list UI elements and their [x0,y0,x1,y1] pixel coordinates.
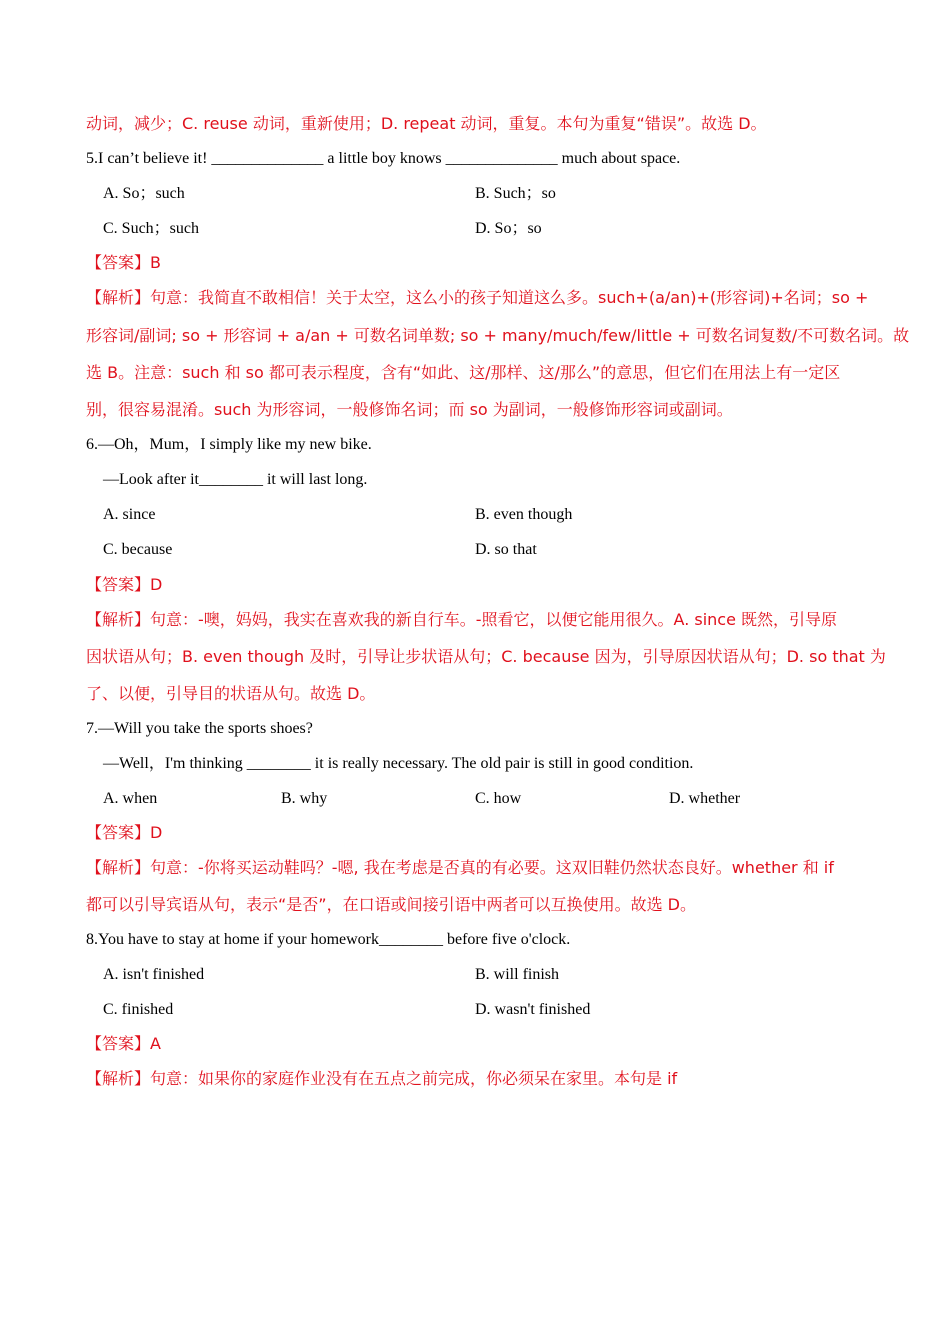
q7-analysis-line: 都可以引导宾语从句，表示“是否”，在口语或间接引语中两者可以互换使用。故选 D。 [86,895,696,914]
q7-analysis-line: 【解析】句意：-你将买运动鞋吗？-嗯, 我在考虑是否真的有必要。这双旧鞋仍然状态良好。whether 和 if [86,858,834,877]
q7-answer: 【答案】D [86,823,163,842]
q8-analysis-line: 【解析】句意：如果你的家庭作业没有在五点之前完成，你必须呆在家里。本句是 if [86,1069,678,1088]
q6-answer: 【答案】D [86,575,163,594]
q6-option-a: A. since [103,506,156,523]
prev-analysis-tail: 动词，减少；C. reuse 动词，重新使用；D. repeat 动词，重复。本句为重复“错误”。故选 D。 [86,114,767,133]
q5-option-d: D. So；so [475,220,542,237]
q7-stem: 7.—Will you take the sports shoes? [86,720,313,737]
q5-stem: 5.I can’t believe it! ______________ a little boy knows ______________ much about space. [86,150,681,167]
q6-stem-reply: —Look after it________ it will last long. [103,471,368,488]
q6-option-c: C. because [103,541,173,558]
q7-option-c: C. how [475,790,522,807]
q8-option-b: B. will finish [475,966,560,983]
q8-answer: 【答案】A [86,1034,161,1053]
q5-option-b: B. Such；so [475,185,556,202]
q6-option-b: B. even though [475,506,573,523]
q7-option-b: B. why [281,790,328,807]
q6-stem: 6.—Oh，Mum，I simply like my new bike. [86,436,372,453]
q6-analysis-line: 了、以便，引导目的状语从句。故选 D。 [86,684,376,703]
q5-answer: 【答案】B [86,253,161,272]
q5-option-c: C. Such；such [103,220,200,237]
q6-option-d: D. so that [475,541,537,558]
q5-analysis-line: 形容词/副词; so + 形容词 + a/an + 可数名词单数; so + many/much/few/little + 可数名词复数/不可数名词。故 [86,326,910,345]
q7-option-a: A. when [103,790,158,807]
q8-option-a: A. isn't finished [103,966,205,983]
q5-analysis-line: 选 B。注意：such 和 so 都可表示程度，含有“如此、这/那样、这/那么”的意思，但它们在用法上有一定区 [86,363,841,382]
q7-option-d: D. whether [669,790,741,807]
q5-option-a: A. So；such [103,185,185,202]
q5-analysis-line: 【解析】句意：我简直不敢相信！关于太空，这么小的孩子知道这么多。such+(a/an)+(形容词)+名词；so + [86,288,869,307]
q6-analysis-line: 【解析】句意：-噢，妈妈，我实在喜欢我的新自行车。-照看它，以便它能用很久。A. since 既然，引导原 [86,610,838,629]
q8-option-c: C. finished [103,1001,174,1018]
q7-stem-reply: —Well，I'm thinking ________ it is really necessary. The old pair is still in good condition. [103,755,694,772]
q6-analysis-line: 因状语从句；B. even though 及时，引导让步状语从句；C. because 因为，引导原因状语从句；D. so that 为 [86,647,886,666]
q8-stem: 8.You have to stay at home if your homework________ before five o'clock. [86,931,571,948]
q8-option-d: D. wasn't finished [475,1001,591,1018]
q5-analysis-line: 别，很容易混淆。such 为形容词，一般修饰名词；而 so 为副词，一般修饰形容词或副词。 [86,400,733,419]
